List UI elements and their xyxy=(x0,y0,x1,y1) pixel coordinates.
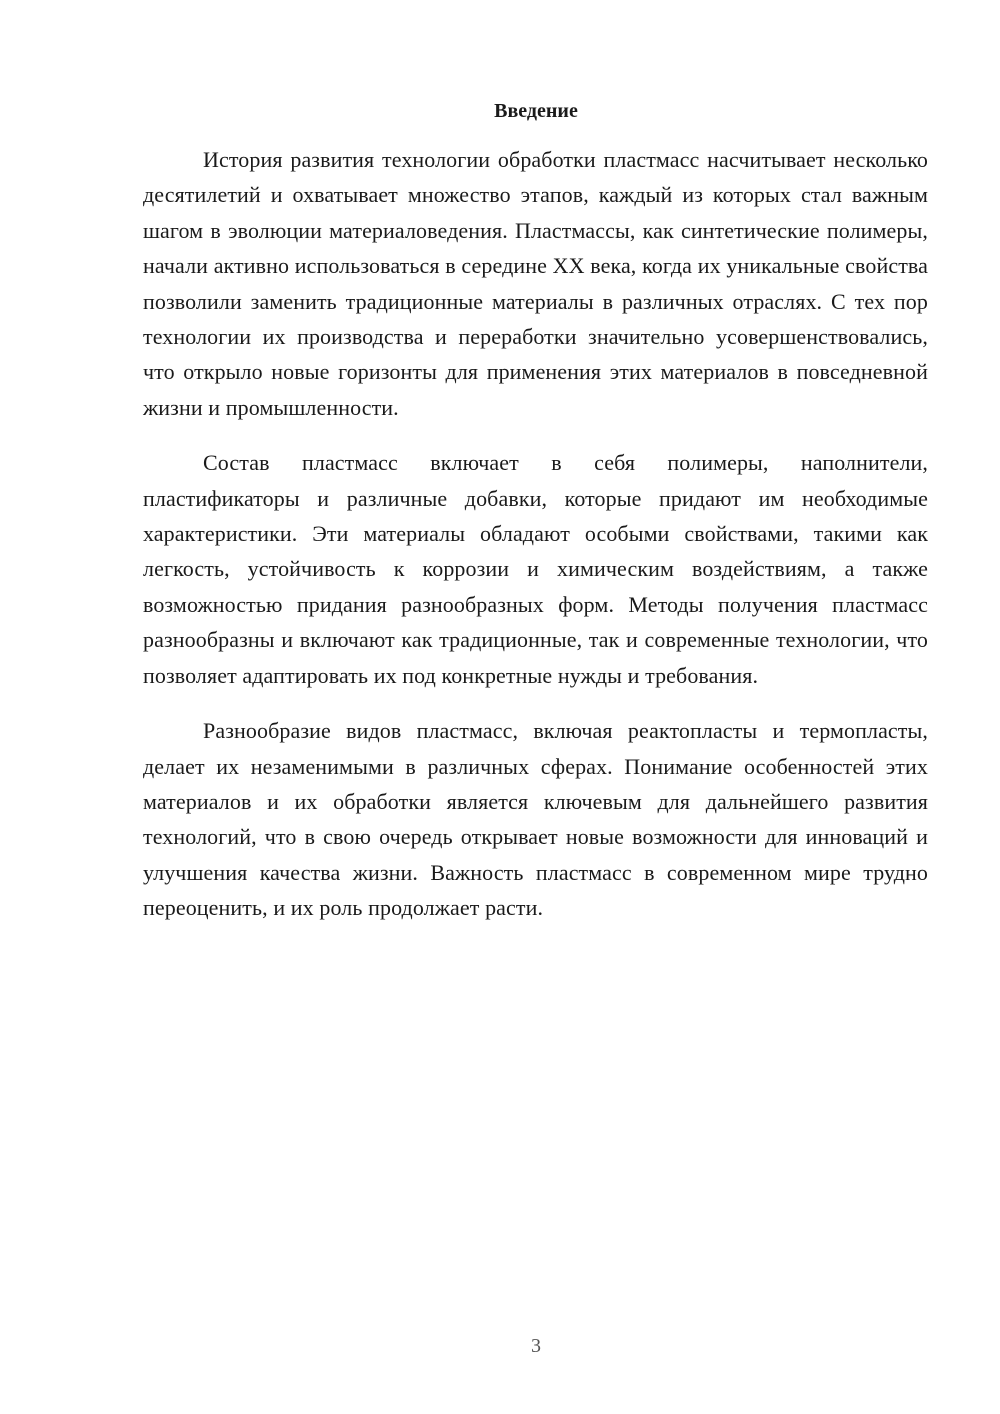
paragraph-1: История развития технологии обработки пластмасс насчитывает несколько десятилетий и охватывает множество этапов, каждый из которых стал важным шагом в эволюции материаловедения. Пластмассы, как синтетические полимеры, начали активно использоваться в середине XX века, когда их уникальные свойства позволили заменить традиционные материалы в различных отраслях. С тех пор технологии их производства и переработки значительно усовершенствовались, что открыло новые горизонты для применения этих материалов в повседневной жизни и промышленности. xyxy=(143,147,928,420)
paragraph-3: Разнообразие видов пластмасс, включая реактопласты и термопласты, делает их незаменимыми в различных сферах. Понимание особенностей этих материалов и их обработки является ключевым для дальнейшего развития технологий, что в свою очередь открывает новые возможности для инноваций и улучшения качества жизни. Важность пластмасс в современном мире трудно переоценить, и их роль продолжает расти. xyxy=(143,718,928,921)
section-title: Введение xyxy=(494,100,578,122)
paragraph-2: Состав пластмасс включает в себя полимеры, наполнители, пластификаторы и различные добавки, которые придают им необходимые характеристики. Эти материалы обладают особыми свойствами, такими как легкость, устойчивость к коррозии и химическим воздействиям, а также возможностью придания разнообразных форм. Методы получения пластмасс разнообразны и включают как традиционные, так и современные технологии, что позволяет адаптировать их под конкретные нужды и требования. xyxy=(143,450,928,688)
body-text xyxy=(143,142,928,946)
page-number: 3 xyxy=(531,1335,541,1357)
